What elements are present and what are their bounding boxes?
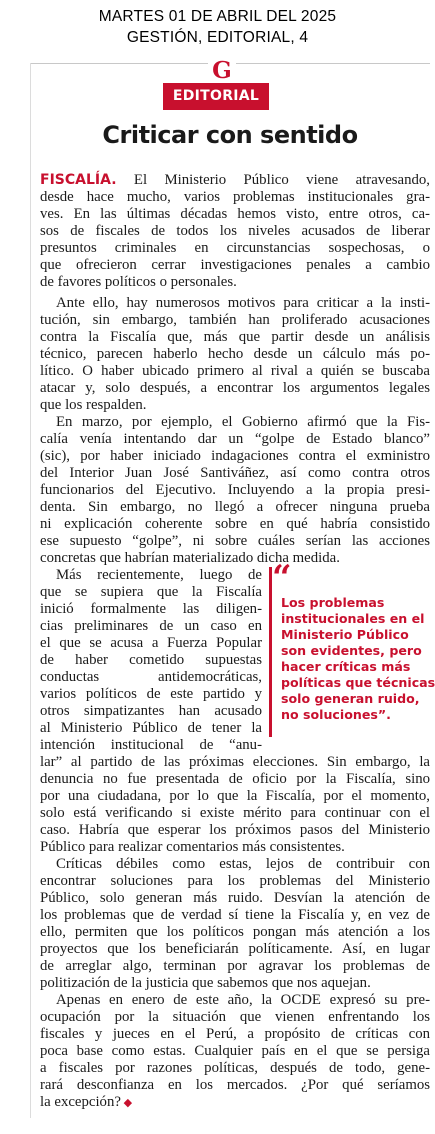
text-line: calía venía intentando dar un “golpe de Estado blanco”	[40, 431, 430, 447]
text-line: que se supiera que la Fiscalía	[40, 584, 262, 600]
paragraph-5	[40, 856, 430, 992]
column-rule	[30, 63, 31, 1118]
text-line: cias preliminares de un caso en	[40, 618, 262, 634]
text-line: FISCALÍA. El Ministerio Público viene atravesando,	[40, 172, 430, 188]
text-line: que ofrecieron cerrar investigaciones penales a cambio	[40, 257, 430, 273]
article-title: Criticar con sentido	[102, 121, 358, 149]
text-line: de arreglar algo, terminan por agravar los problemas de	[40, 958, 430, 974]
text-line: contra la Fiscalía que, más que partir desde un análisis	[40, 329, 430, 345]
pull-quote-line: son evidentes, pero	[281, 643, 422, 658]
kicker-label: FISCALÍA.	[40, 172, 117, 188]
paragraph-4-narrow	[40, 567, 262, 754]
text-line: lítico. O haber ubicado primero al rival a quién se buscaba	[40, 363, 430, 379]
text-line: Público para realizar comentarios más consistentes.	[40, 839, 345, 855]
pull-quote	[269, 558, 435, 737]
text-line: de favores políticos o personales.	[40, 274, 237, 290]
text-line: técnico, parecen haberlo hecho desde un cálculo más po-	[40, 346, 430, 362]
paragraph-1	[40, 172, 430, 291]
text-line: de haber cometido supuestas	[40, 652, 262, 668]
text-line: concretas que habrían materializado dicha medida.	[40, 550, 340, 566]
quote-mark-icon: “	[272, 558, 292, 598]
pull-quote-line: institucionales en el	[281, 611, 425, 626]
pull-quote-line: solo generan ruido,	[281, 691, 420, 706]
text-line: otros simpatizantes han acusado	[40, 703, 262, 719]
text-line: tución, sin embargo, también han proliferado acusaciones	[40, 312, 430, 328]
text-line: denta. Sin embargo, no llegó a ofrecer ninguna prueba	[40, 499, 430, 515]
text-line: ves. En las últimas décadas hemos visto, entre otros, ca-	[40, 206, 430, 222]
text-line: sos de fiscales de todos los niveles acusados de liberar	[40, 223, 430, 239]
text-line: poca base como estas. Cualquier país en el que se persiga	[40, 1043, 430, 1059]
page-line: GESTIÓN, EDITORIAL, 4	[126, 29, 309, 46]
pull-quote-line: Ministerio Público	[281, 627, 409, 642]
text-line: ni explicación coherente sobre en qué habría consistido	[40, 516, 430, 532]
text-line: caso. Habría que esperar los próximos pasos del Ministerio	[40, 822, 430, 838]
text-line: rará desconfianza en los mercados. ¿Por qué seríamos	[40, 1077, 430, 1093]
text-line: a fiscales por razones políticas, después de todo, gene-	[40, 1060, 430, 1076]
text-line: ello, permiten que los políticos pongan más atención a los	[40, 924, 430, 940]
text-line: encontrar soluciones para los problemas del Ministerio	[40, 873, 430, 889]
text-line: Más recientemente, luego de	[56, 567, 262, 583]
text-line: solo está verificando si existe mérito para continuar con el	[40, 805, 430, 821]
end-mark-icon: ◆	[120, 1097, 133, 1109]
text-line: la excepción? ◆	[40, 1094, 133, 1110]
pull-quote-line: Los problemas	[281, 595, 385, 610]
paragraph-6	[40, 992, 430, 1112]
pull-quote-line: hacer críticas más	[281, 659, 411, 674]
text-line: del Interior Juan José Santiváñez, así como contra otros	[40, 465, 430, 481]
text-line: Público, solo generan más ruido. Desvían la atención de	[40, 890, 430, 906]
text-line: lar” al partido de las próximas elecciones. Sin embargo, la	[40, 754, 430, 770]
text-line: por una ciudadana, por lo que la Fiscalía, por el momento,	[40, 788, 430, 804]
date-line: MARTES 01 DE ABRIL DEL 2025	[98, 8, 337, 25]
pull-quote-text	[281, 595, 433, 723]
text-line: (sic), por haber iniciado indagaciones contra el exministro	[40, 448, 430, 464]
text-line: el que se acusa a Fuerza Popular	[40, 635, 262, 651]
text-line: que los respalden.	[40, 397, 147, 413]
text-line: desde hace mucho, varios problemas institucionales gra-	[40, 189, 430, 205]
text-line: proyectos que los beneficiarán políticamente. Así, en lugar	[40, 941, 430, 957]
text-line: Críticas débiles como estas, lejos de contribuir con	[56, 856, 430, 872]
text-line: fiscales y jueces en el Perú, a propósito de críticas con	[40, 1026, 430, 1042]
text-line: ese supuesto “golpe”, ni sobre cuáles serían las acciones	[40, 533, 430, 549]
pull-quote-line: políticas que técnicas	[281, 675, 435, 690]
svg-text:G: G	[212, 57, 232, 83]
text-line: varios políticos de este partido y	[40, 686, 262, 702]
text-line: politización de la justicia que sabemos que nos aquejan.	[40, 975, 371, 991]
text-line: denuncia no fue presentada de oficio por la Fiscalía, sino	[40, 771, 430, 787]
text-line: En marzo, por ejemplo, el Gobierno afirmó que la Fis-	[56, 414, 430, 430]
gestion-logo	[208, 57, 236, 83]
text-line: intención institucional de “anu-	[40, 737, 262, 753]
paragraph-3	[40, 414, 430, 567]
text-line: atacar y, solo después, a encontrar los argumentos legales	[40, 380, 430, 396]
text-line: los problemas que de verdad sí tiene la Fiscalía y, en vez de	[40, 907, 430, 923]
text-line: presuntos criminales en circunstancias sospechosas, o	[40, 240, 430, 256]
text-line: Ante ello, hay numerosos motivos para criticar a la insti-	[56, 295, 430, 311]
paragraph-4-continued	[40, 754, 430, 856]
text-line: inició formalmente las diligen-	[40, 601, 262, 617]
section-badge: EDITORIAL	[163, 83, 269, 110]
text-line: funcionarios del Ejecutivo. Incluyendo a la propia presi-	[40, 482, 430, 498]
pull-quote-line: no soluciones”.	[281, 707, 391, 722]
text-line: conductas antidemocráticas,	[40, 669, 262, 685]
paragraph-2	[40, 295, 430, 414]
text-line: al Ministerio Público de tener la	[40, 720, 262, 736]
text-line: Apenas en enero de este año, la OCDE expresó su pre-	[56, 992, 430, 1008]
text-line: ocupación por la situación que vienen enfrentando los	[40, 1009, 430, 1025]
publication-header	[0, 6, 435, 48]
